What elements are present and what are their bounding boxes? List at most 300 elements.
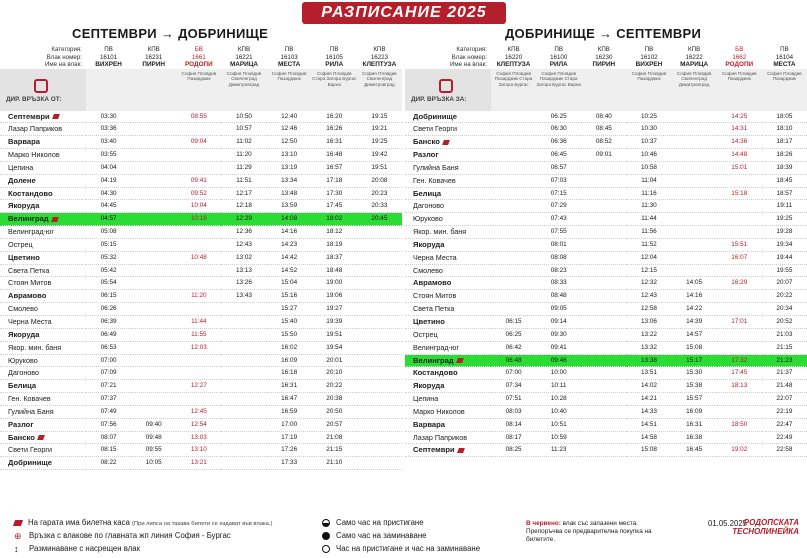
train-cat-text: БВ — [194, 46, 203, 53]
station-row — [405, 174, 807, 187]
time-cell: 08:40 — [581, 111, 626, 123]
arrival-only-icon — [322, 519, 330, 527]
legend-both-label: Час на пристигане и час на заминаване — [336, 544, 481, 553]
time-cell: 22:58 — [762, 444, 807, 457]
time-cell: 18:10 — [762, 123, 807, 136]
train-num — [357, 54, 402, 62]
station-name-text: Банско — [413, 137, 440, 147]
station-row — [0, 200, 402, 213]
train-num-text: 1662 — [732, 53, 747, 61]
header-row-category — [0, 46, 402, 54]
station-name-text: Якоруда — [8, 329, 40, 339]
red-note-text: влак със запазени места. Препоръчва се предварителна покупка на билетите. — [526, 520, 652, 543]
station-name — [0, 418, 86, 431]
time-cell — [176, 367, 221, 380]
train-cat-text: ПВ — [554, 46, 563, 53]
station-name-text: Дагоново — [8, 368, 40, 378]
time-cell: 20:22 — [312, 380, 357, 393]
time-cell — [131, 277, 176, 290]
time-cell: 13:22 — [626, 328, 671, 341]
time-cell: 06:15 — [491, 316, 536, 329]
time-cell — [357, 444, 402, 457]
train-num — [312, 54, 357, 62]
time-cell — [176, 277, 221, 290]
time-cell — [176, 161, 221, 174]
time-cell: 16:59 — [267, 405, 312, 418]
time-cell — [717, 431, 762, 444]
time-cell: 10:58 — [626, 161, 671, 174]
station-name — [405, 226, 491, 239]
time-cell — [491, 264, 536, 277]
time-cell — [491, 123, 536, 136]
time-cell — [357, 290, 402, 303]
station-row — [0, 251, 402, 264]
time-cell — [176, 123, 221, 136]
time-cell: 11:55 — [176, 328, 221, 341]
time-cell: 16:07 — [717, 251, 762, 264]
time-cell: 07:51 — [491, 393, 536, 406]
time-cell — [357, 367, 402, 380]
time-cell: 07:00 — [86, 354, 131, 367]
train-route-cell — [357, 69, 402, 111]
time-cell — [672, 136, 717, 149]
station-name-text: Аврамово — [8, 291, 47, 301]
station-name — [0, 213, 86, 226]
time-cell — [672, 161, 717, 174]
time-cell: 17:30 — [312, 187, 357, 200]
time-cell — [491, 238, 536, 251]
time-cell — [357, 457, 402, 470]
time-cell: 08:55 — [176, 111, 221, 123]
station-row — [0, 431, 402, 444]
time-cell: 08:14 — [491, 418, 536, 431]
time-cell — [131, 264, 176, 277]
station-row — [405, 405, 807, 418]
time-cell — [672, 264, 717, 277]
time-cell: 15:38 — [672, 380, 717, 393]
legend-connection — [14, 531, 231, 541]
train-name-text: КЛЕПТУЗА — [362, 61, 397, 68]
station-name — [0, 123, 86, 136]
time-cell — [131, 303, 176, 316]
station-name — [405, 380, 491, 393]
train-num-text: 16103 — [280, 53, 298, 61]
station-name-text: Гулийна Баня — [413, 162, 459, 172]
station-name-text: Света Петка — [413, 304, 455, 314]
time-cell: 09:46 — [536, 354, 581, 367]
time-cell: 14:48 — [717, 149, 762, 162]
station-row — [0, 161, 402, 174]
header-label-name: Име на влак: — [44, 61, 82, 68]
time-cell — [221, 367, 266, 380]
time-cell: 19:02 — [717, 444, 762, 457]
station-name-text: Стоян Митов — [413, 291, 457, 301]
time-cell: 06:15 — [86, 290, 131, 303]
time-cell: 10:30 — [626, 123, 671, 136]
station-row — [405, 136, 807, 149]
station-name — [0, 367, 86, 380]
time-cell: 18:13 — [717, 380, 762, 393]
station-row — [0, 174, 402, 187]
time-cell: 12:54 — [176, 418, 221, 431]
station-name-text: Смолево — [413, 265, 443, 275]
time-cell: 20:10 — [312, 367, 357, 380]
train-cat-text: КПВ — [237, 46, 251, 53]
time-cell: 20:33 — [357, 200, 402, 213]
train-num-text: 16102 — [640, 53, 658, 61]
time-cell — [221, 444, 266, 457]
train-name — [762, 61, 807, 69]
time-cell: 06:26 — [86, 303, 131, 316]
time-cell: 19:21 — [357, 123, 402, 136]
time-cell: 09:05 — [536, 303, 581, 316]
time-cell: 16:31 — [267, 380, 312, 393]
station-name-text: Добринище — [8, 458, 53, 468]
arrival-departure-icon — [322, 545, 330, 553]
station-name-text: Гулийна Баня — [8, 406, 54, 416]
station-row — [405, 431, 807, 444]
time-cell: 14:25 — [717, 111, 762, 123]
timetable — [405, 46, 807, 457]
station-name-text: Юруково — [413, 214, 443, 224]
time-cell: 14:58 — [626, 431, 671, 444]
train-name — [267, 61, 312, 69]
station-row — [0, 393, 402, 406]
train-route-text: София Пловдив Пазарджик Стара Загора Бургас — [494, 70, 533, 87]
time-cell: 08:17 — [491, 431, 536, 444]
time-cell: 15:01 — [717, 161, 762, 174]
train-cat — [176, 46, 221, 54]
station-name — [0, 187, 86, 200]
time-cell: 10:57 — [221, 123, 266, 136]
station-name — [405, 303, 491, 316]
time-cell — [221, 316, 266, 329]
time-cell — [717, 393, 762, 406]
time-cell — [717, 290, 762, 303]
time-cell: 16:48 — [312, 149, 357, 162]
train-num — [491, 54, 536, 62]
time-cell: 12:43 — [221, 238, 266, 251]
time-cell: 07:55 — [536, 226, 581, 239]
connection-route-label — [405, 69, 491, 111]
station-name-text: Велинград-юг — [8, 227, 54, 237]
train-cat-text: ПВ — [329, 46, 339, 53]
time-cell: 14:08 — [267, 213, 312, 226]
time-cell: 19:44 — [762, 251, 807, 264]
time-cell — [131, 354, 176, 367]
time-cell: 12:32 — [626, 277, 671, 290]
train-num-text: 16104 — [775, 53, 794, 61]
time-cell: 16:02 — [267, 341, 312, 354]
legend-passing-label: Разминаване с насрещен влак — [29, 544, 140, 554]
station-row — [405, 444, 807, 457]
train-num-text: 16222 — [685, 53, 703, 61]
time-cell — [357, 328, 402, 341]
station-name — [0, 457, 86, 470]
time-cell: 13:59 — [267, 200, 312, 213]
time-cell — [581, 200, 626, 213]
station-name-text: Белица — [413, 188, 442, 198]
time-cell — [581, 213, 626, 226]
station-row — [0, 290, 402, 303]
time-cell — [581, 393, 626, 406]
station-name — [0, 251, 86, 264]
station-name — [0, 380, 86, 393]
ticket-office-icon — [457, 448, 465, 453]
time-cell — [491, 277, 536, 290]
time-cell: 10:48 — [176, 251, 221, 264]
time-cell — [176, 264, 221, 277]
time-cell: 19:54 — [312, 341, 357, 354]
station-name-text: Черна Места — [8, 317, 52, 326]
train-route-cell — [131, 69, 176, 111]
publication-date: 01.05.2025 — [708, 519, 748, 528]
legend-ticket — [14, 518, 272, 527]
station-name — [0, 226, 86, 239]
time-cell: 19:25 — [357, 136, 402, 149]
time-cell: 18:26 — [762, 149, 807, 162]
time-cell: 13:32 — [626, 341, 671, 354]
station-name — [405, 200, 491, 213]
train-route-text: София Пловдив Пазарджик Стара Загора Бургас Варна — [536, 70, 581, 87]
time-cell — [221, 303, 266, 316]
train-cat — [267, 46, 312, 54]
time-cell — [581, 161, 626, 174]
time-cell: 11:56 — [626, 226, 671, 239]
station-name — [405, 161, 491, 174]
time-cell: 08:23 — [536, 264, 581, 277]
time-cell: 13:06 — [626, 316, 671, 329]
time-cell: 13:34 — [267, 174, 312, 187]
time-cell: 19:42 — [357, 149, 402, 162]
time-cell: 16:45 — [672, 444, 717, 457]
train-num-text: 16231 — [145, 53, 163, 61]
time-cell — [581, 354, 626, 367]
time-cell — [131, 341, 176, 354]
time-cell: 07:00 — [491, 367, 536, 380]
station-name-text: Свети Георги — [413, 124, 458, 134]
time-cell: 08:25 — [491, 444, 536, 457]
station-name-text: Цепина — [8, 162, 34, 172]
time-cell: 07:56 — [86, 418, 131, 431]
train-num-text: 16105 — [325, 53, 343, 61]
direction-title: ДОБРИНИЩЕ → СЕПТЕМВРИ — [505, 26, 702, 41]
train-route-text: София Пловдив Пазарджик — [631, 70, 667, 81]
station-name-text: Костандово — [8, 188, 53, 198]
time-cell: 12:29 — [221, 213, 266, 226]
train-name — [221, 61, 266, 69]
time-cell: 14:23 — [267, 238, 312, 251]
time-cell — [357, 354, 402, 367]
time-cell — [581, 328, 626, 341]
time-cell: 13:19 — [267, 161, 312, 174]
train-name-text: ВИХРЕН — [95, 61, 122, 68]
time-cell: 20:52 — [762, 316, 807, 329]
time-cell — [221, 457, 266, 470]
train-route-cell — [221, 69, 266, 111]
time-cell: 11:44 — [626, 213, 671, 226]
station-row — [405, 354, 807, 367]
time-cell — [581, 174, 626, 187]
time-cell — [221, 393, 266, 406]
time-cell: 11:16 — [626, 187, 671, 200]
time-cell: 15:50 — [267, 328, 312, 341]
timetable — [0, 46, 402, 470]
time-cell: 05:15 — [86, 238, 131, 251]
station-row — [405, 367, 807, 380]
train-name — [131, 61, 176, 69]
time-cell: 07:49 — [86, 405, 131, 418]
time-cell: 09:52 — [176, 187, 221, 200]
time-cell — [221, 405, 266, 418]
station-name — [405, 405, 491, 418]
station-name-text: Острец — [8, 239, 33, 249]
station-row — [405, 161, 807, 174]
time-cell: 16:31 — [312, 136, 357, 149]
time-cell: 20:50 — [312, 405, 357, 418]
train-cat-text: КПВ — [373, 46, 386, 53]
time-cell — [717, 341, 762, 354]
time-cell: 06:30 — [536, 123, 581, 136]
train-name — [357, 61, 402, 69]
legend-arrival — [322, 518, 424, 527]
station-name — [0, 111, 86, 123]
time-cell: 21:10 — [312, 457, 357, 470]
time-cell: 19:11 — [762, 200, 807, 213]
panel-dobrinishte-septemvri — [405, 26, 807, 514]
station-name — [0, 264, 86, 277]
station-row — [405, 418, 807, 431]
train-num-text: 16101 — [99, 53, 118, 61]
station-name — [405, 277, 491, 290]
train-route-cell — [176, 69, 221, 111]
time-cell — [717, 264, 762, 277]
train-name — [86, 61, 131, 69]
time-cell: 16:47 — [267, 393, 312, 406]
train-num — [176, 54, 221, 62]
station-name-text: Разлог — [8, 419, 34, 429]
time-cell: 10:00 — [536, 367, 581, 380]
time-cell: 07:09 — [86, 367, 131, 380]
time-cell — [357, 380, 402, 393]
time-cell: 10:05 — [131, 457, 176, 470]
time-cell: 05:42 — [86, 264, 131, 277]
station-name — [0, 341, 86, 354]
time-cell: 18:50 — [717, 418, 762, 431]
time-cell: 06:25 — [491, 328, 536, 341]
train-name-text: МАРИЦА — [229, 61, 259, 68]
train-num — [221, 54, 266, 62]
time-cell — [672, 111, 717, 123]
train-icon — [439, 79, 453, 93]
station-name-text: Лазар Паприков — [413, 432, 468, 442]
station-row — [0, 418, 402, 431]
train-num — [131, 54, 176, 62]
time-cell — [491, 187, 536, 200]
train-num-text: 1661 — [191, 53, 206, 61]
time-cell: 19:51 — [357, 161, 402, 174]
station-row — [0, 341, 402, 354]
time-cell: 22:19 — [762, 405, 807, 418]
time-cell: 09:55 — [131, 444, 176, 457]
station-row — [0, 354, 402, 367]
station-name-text: Варвара — [8, 137, 40, 147]
station-name — [405, 393, 491, 406]
time-cell — [717, 226, 762, 239]
time-cell — [221, 354, 266, 367]
time-cell: 10:25 — [626, 111, 671, 123]
time-cell — [357, 393, 402, 406]
connection-icon: ⊕ — [14, 531, 22, 541]
time-cell — [131, 213, 176, 226]
station-row — [405, 123, 807, 136]
time-cell: 13:38 — [626, 354, 671, 367]
time-cell: 10:18 — [176, 213, 221, 226]
station-name — [405, 174, 491, 187]
time-cell: 17:00 — [267, 418, 312, 431]
time-cell — [672, 251, 717, 264]
time-cell: 10:40 — [536, 405, 581, 418]
train-num — [581, 54, 626, 62]
train-route-text: София Пловдив Стара Загора Бургас Варна — [312, 70, 357, 87]
time-cell — [357, 316, 402, 329]
time-cell: 20:23 — [357, 187, 402, 200]
time-cell: 04:45 — [86, 200, 131, 213]
time-cell: 06:48 — [491, 354, 536, 367]
train-cat — [672, 46, 717, 54]
station-row — [405, 238, 807, 251]
train-icon — [34, 79, 48, 93]
time-cell: 15:18 — [717, 187, 762, 200]
legend-ticket-note: (При липса на такава билети се издават във влака.) — [132, 521, 273, 527]
time-cell: 06:45 — [536, 149, 581, 162]
time-cell: 17:18 — [312, 174, 357, 187]
time-cell — [176, 226, 221, 239]
train-route-text: София Пловдив Свиленград Димитровград — [226, 70, 262, 87]
station-row — [0, 187, 402, 200]
time-cell — [491, 226, 536, 239]
time-cell: 08:45 — [581, 123, 626, 136]
time-cell — [672, 123, 717, 136]
time-cell: 11:30 — [626, 200, 671, 213]
train-name-text: РИЛА — [325, 61, 344, 68]
station-name — [405, 187, 491, 200]
time-cell: 13:02 — [221, 251, 266, 264]
station-name — [405, 238, 491, 251]
train-route-cell — [626, 69, 671, 111]
time-cell: 05:32 — [86, 251, 131, 264]
station-name-text: Марко Николов — [413, 406, 465, 416]
station-row — [405, 380, 807, 393]
time-cell: 06:42 — [491, 341, 536, 354]
time-cell: 21:15 — [762, 341, 807, 354]
time-cell — [357, 341, 402, 354]
time-cell: 03:36 — [86, 123, 131, 136]
time-cell: 08:22 — [86, 457, 131, 470]
station-name-text: Лазар Паприков — [8, 124, 63, 134]
connection-route-text: ДИР. ВРЪЗКА ОТ: — [6, 95, 62, 103]
time-cell — [491, 161, 536, 174]
time-cell: 13:48 — [267, 187, 312, 200]
station-row — [0, 277, 402, 290]
train-name-text: РОДОПИ — [725, 61, 754, 68]
time-cell: 12:45 — [176, 405, 221, 418]
station-row — [0, 149, 402, 162]
train-name — [581, 61, 626, 69]
station-name-text: Стоян Митов — [8, 278, 52, 288]
time-cell: 07:37 — [86, 393, 131, 406]
station-row — [405, 290, 807, 303]
